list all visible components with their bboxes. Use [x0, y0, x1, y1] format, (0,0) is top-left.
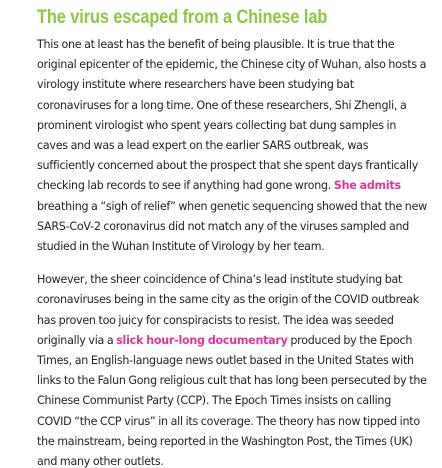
paragraph-1-text-end: breathing a “sigh of relief” when genetic sequencing showed that the new SARS-CoV-2 coronavirus did not match any of the viruses sampled and studied in the Wuhan Institute of Virology by her team. [37, 199, 427, 254]
paragraph-2-text-end: produced by the Epoch Times, an English-language news outlet based in the United States with links to the Falun Gong religious cult that has long been persecuted by the Chinese Communist Party (CCP). The Epoch Times insists on calling COVID “the CCP virus” in all its coverage. The theory has now tipped into the mainstream, being reported in the Washington Post, the Times (UK) and many other outlets. [37, 333, 427, 468]
paragraph-2-text-start: However, the sheer coincidence of China’s lead institute studying bat coronaviruses being in the same city as the origin of the COVID outbreak has proven too juicy for conspiracists to resist. The idea was seeded originally via a [37, 273, 419, 347]
section-heading: The virus escaped from a Chinese lab [37, 7, 328, 28]
documentary-link[interactable]: slick hour-long documentary [116, 333, 288, 347]
paragraph-2 [37, 270, 428, 468]
paragraph-1-text-start: This one at least has the benefit of being plausible. It is true that the original epicenter of the epidemic, the Chinese city of Wuhan, also hosts a virology institute where researchers have been studying bat coronaviruses for a long time. One of these researchers, Shi Zhengli, a prominent virologist who spent years collecting bat dung samples in caves and was a lead expert on the earlier SARS outbreak, was sufficiently concerned about the prospect that she spent days frantically checking lab records to see if anything had gone wrong. [37, 38, 427, 193]
she-admits-link[interactable]: She admits [333, 179, 401, 193]
paragraph-1 [37, 35, 428, 257]
